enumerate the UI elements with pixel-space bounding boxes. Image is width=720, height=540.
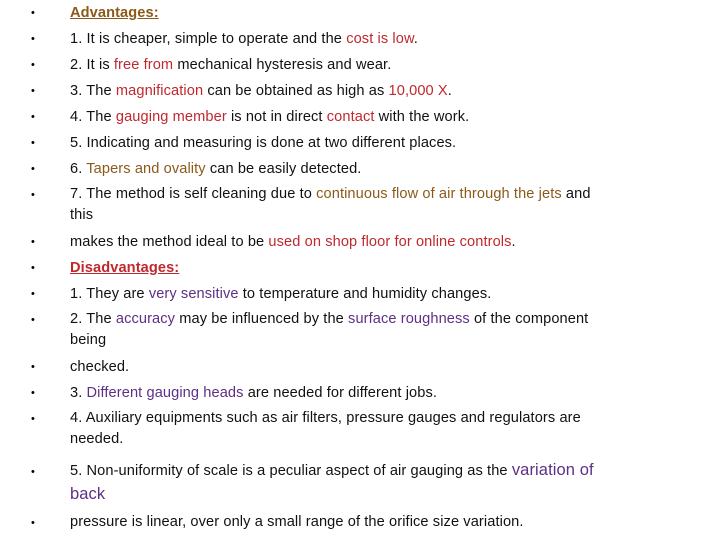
disadvantage-4: 4. Auxiliary equipments such as air filters, pressure gauges and regulators are needed. bbox=[70, 410, 581, 447]
bullet-icon: • bbox=[31, 59, 35, 71]
disadvantage-5: 5. Non-uniformity of scale is a peculiar aspect of air gauging as the variation of back bbox=[70, 461, 594, 503]
advantage-1: 1. It is cheaper, simple to operate and the cost is low. bbox=[70, 31, 418, 47]
bullet-icon: • bbox=[31, 361, 35, 373]
disadvantages-heading: Disadvantages: bbox=[70, 260, 180, 276]
bullet-icon: • bbox=[31, 413, 35, 425]
advantage-7: 7. The method is self cleaning due to continuous flow of air through the jets and this bbox=[70, 186, 591, 223]
disadvantage-2-continued: checked. bbox=[70, 359, 130, 375]
bullet-icon: • bbox=[31, 7, 35, 19]
advantage-7-continued: makes the method ideal to be used on shop floor for online controls. bbox=[70, 234, 516, 250]
bullet-icon: • bbox=[31, 137, 35, 149]
advantage-2: 2. It is free from mechanical hysteresis and wear. bbox=[70, 57, 392, 73]
bullet-icon: • bbox=[31, 314, 35, 326]
bullet-icon: • bbox=[31, 236, 35, 248]
bullet-icon: • bbox=[31, 111, 35, 123]
bullet-icon: • bbox=[31, 262, 35, 274]
disadvantage-2: 2. The accuracy may be influenced by the surface roughness of the component being bbox=[70, 311, 589, 348]
bullet-icon: • bbox=[31, 189, 35, 201]
bullet-icon: • bbox=[31, 387, 35, 399]
bullet-icon: • bbox=[31, 163, 35, 175]
advantages-heading: Advantages: bbox=[70, 5, 159, 21]
advantage-5: 5. Indicating and measuring is done at two different places. bbox=[70, 135, 457, 151]
bullet-icon: • bbox=[31, 466, 35, 478]
disadvantage-3: 3. Different gauging heads are needed for different jobs. bbox=[70, 385, 438, 401]
advantage-6: 6. Tapers and ovality can be easily detected. bbox=[70, 161, 362, 177]
bullet-icon: • bbox=[31, 288, 35, 300]
advantage-4: 4. The gauging member is not in direct contact with the work. bbox=[70, 109, 470, 125]
bullet-icon: • bbox=[31, 517, 35, 529]
bullet-icon: • bbox=[31, 85, 35, 97]
bullet-icon: • bbox=[31, 33, 35, 45]
disadvantage-1: 1. They are very sensitive to temperature and humidity changes. bbox=[70, 286, 492, 302]
advantage-3: 3. The magnification can be obtained as high as 10,000 X. bbox=[70, 83, 452, 99]
disadvantage-5-continued: pressure is linear, over only a small range of the orifice size variation. bbox=[70, 514, 524, 530]
